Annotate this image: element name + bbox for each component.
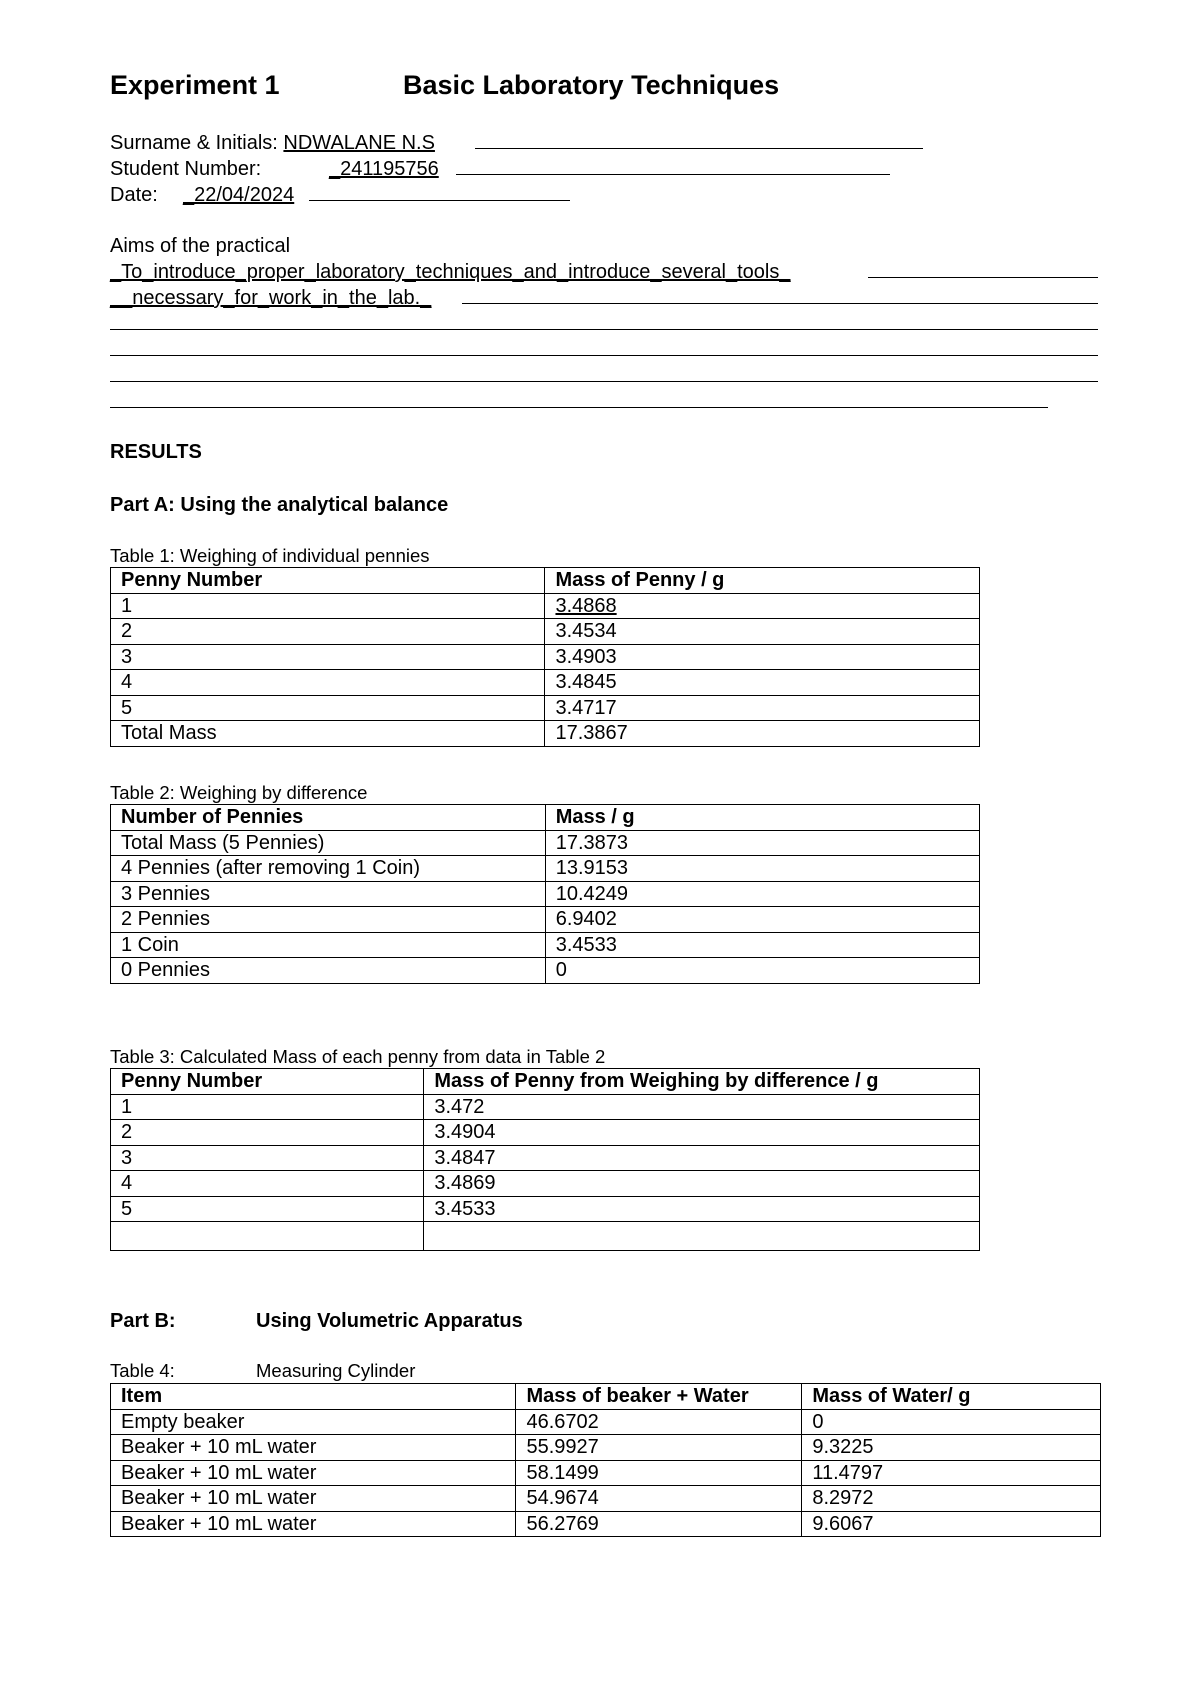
table-row (111, 1145, 980, 1171)
table-cell: 1 (111, 1094, 424, 1120)
table-cell: 3 Pennies (111, 881, 546, 907)
table-cell: 2 (111, 619, 545, 645)
table-cell: 9.6067 (802, 1511, 1101, 1537)
date-blank-line (309, 200, 570, 201)
table4-caption-title: Measuring Cylinder (256, 1360, 416, 1381)
table-cell: 10.4249 (545, 881, 979, 907)
table-cell: 9.3225 (802, 1435, 1101, 1461)
page-title: Basic Laboratory Techniques (403, 70, 780, 100)
table-cell: 3.4534 (545, 619, 980, 645)
aims-blank-3 (110, 329, 1098, 330)
table-cell: Total Mass (111, 721, 545, 747)
part-b-title: Using Volumetric Apparatus (256, 1310, 523, 1332)
table-header-cell: Mass of Penny / g (545, 568, 980, 594)
table2 (110, 804, 980, 984)
table-cell: 3.4869 (424, 1171, 980, 1197)
table-header-cell: Number of Pennies (111, 805, 546, 831)
table-cell: 58.1499 (516, 1460, 802, 1486)
table-cell: 3.4717 (545, 695, 980, 721)
surname-blank-line (475, 148, 923, 149)
table-header-cell: Mass of Penny from Weighing by difference / g (424, 1069, 980, 1095)
student-number-value: _241195756 (329, 158, 439, 180)
table-cell (424, 1222, 980, 1251)
table-cell: 4 Pennies (after removing 1 Coin) (111, 856, 546, 882)
table-cell: 13.9153 (545, 856, 979, 882)
part-a-heading: Part A: Using the analytical balance (110, 494, 449, 516)
table1 (110, 567, 980, 747)
table-row (111, 1435, 1101, 1461)
aims-blank-5 (110, 381, 1098, 382)
table-cell: 4 (111, 1171, 424, 1197)
table3 (110, 1068, 980, 1251)
aims-blank-1 (868, 277, 1098, 278)
table-cell (111, 1222, 424, 1251)
table-header-cell: Mass of Water/ g (802, 1384, 1101, 1410)
date-value: _22/04/2024 (183, 184, 295, 206)
table-cell: 0 (802, 1409, 1101, 1435)
surname-line (110, 130, 435, 156)
date-label: Date: (110, 184, 158, 206)
table-row (111, 1094, 980, 1120)
table-cell: 0 Pennies (111, 958, 546, 984)
table-row (111, 1196, 980, 1222)
table-row (111, 932, 980, 958)
table-cell: 3.4533 (424, 1196, 980, 1222)
table-cell: 2 (111, 1120, 424, 1146)
table-cell: Empty beaker (111, 1409, 516, 1435)
table-row (111, 619, 980, 645)
table-header-row (111, 805, 980, 831)
table-cell: 3.4868 (545, 593, 980, 619)
table-header-row (111, 1384, 1101, 1410)
part-b-label: Part B: (110, 1310, 176, 1332)
table1-caption: Table 1: Weighing of individual pennies (110, 545, 430, 566)
table-cell: 17.3873 (545, 830, 979, 856)
table-cell: 1 (111, 593, 545, 619)
table-row (111, 907, 980, 933)
table-row (111, 856, 980, 882)
aims-line-2: __necessary_for_work_in_the_lab._ (110, 287, 432, 309)
table-cell: 46.6702 (516, 1409, 802, 1435)
surname-label: Surname & Initials: (110, 132, 278, 154)
table-cell: 56.2769 (516, 1511, 802, 1537)
table-cell: Beaker + 10 mL water (111, 1435, 516, 1461)
table-cell: 11.4797 (802, 1460, 1101, 1486)
aims-blank-4 (110, 355, 1098, 356)
table-cell: 5 (111, 1196, 424, 1222)
aims-blank-6 (110, 407, 1048, 408)
table-header-cell: Mass of beaker + Water (516, 1384, 802, 1410)
aims-line-1: _To_introduce_proper_laboratory_techniques_and_introduce_several_tools_ (110, 261, 791, 283)
experiment-number: Experiment 1 (110, 70, 280, 100)
table-row (111, 593, 980, 619)
table-row (111, 1222, 980, 1251)
table-cell: 3.472 (424, 1094, 980, 1120)
table-cell: 3.4904 (424, 1120, 980, 1146)
table-row (111, 958, 980, 984)
table-row (111, 1486, 1101, 1512)
table-cell: Total Mass (5 Pennies) (111, 830, 546, 856)
table-cell: 3.4847 (424, 1145, 980, 1171)
table4-caption-label: Table 4: (110, 1360, 175, 1381)
table-cell: 6.9402 (545, 907, 979, 933)
aims-label: Aims of the practical (110, 235, 291, 257)
table-header-cell: Mass / g (545, 805, 979, 831)
table-header-cell: Item (111, 1384, 516, 1410)
table-cell: Beaker + 10 mL water (111, 1486, 516, 1512)
table-cell: 4 (111, 670, 545, 696)
table-cell: 3.4845 (545, 670, 980, 696)
results-heading: RESULTS (110, 441, 202, 463)
table-cell: 8.2972 (802, 1486, 1101, 1512)
table-header-cell: Penny Number (111, 1069, 424, 1095)
table-header-cell: Penny Number (111, 568, 545, 594)
table-cell: 54.9674 (516, 1486, 802, 1512)
aims-blank-2 (462, 303, 1098, 304)
table-row (111, 670, 980, 696)
table-row (111, 830, 980, 856)
table-row (111, 644, 980, 670)
table-cell: 3 (111, 644, 545, 670)
table4 (110, 1383, 1101, 1537)
table-cell: Beaker + 10 mL water (111, 1511, 516, 1537)
table-row (111, 721, 980, 747)
student-number-line (110, 156, 261, 182)
table-row (111, 1511, 1101, 1537)
table-row (111, 695, 980, 721)
table-row (111, 881, 980, 907)
table-cell: Beaker + 10 mL water (111, 1460, 516, 1486)
table-cell: 3.4903 (545, 644, 980, 670)
table-row (111, 1171, 980, 1197)
table-row (111, 1120, 980, 1146)
table-cell: 3.4533 (545, 932, 979, 958)
table-header-row (111, 1069, 980, 1095)
table-cell: 3 (111, 1145, 424, 1171)
table-row (111, 1460, 1101, 1486)
table2-caption: Table 2: Weighing by difference (110, 782, 368, 803)
table3-caption: Table 3: Calculated Mass of each penny from data in Table 2 (110, 1046, 606, 1067)
table-cell: 2 Pennies (111, 907, 546, 933)
table-cell: 5 (111, 695, 545, 721)
table-cell: 55.9927 (516, 1435, 802, 1461)
table-cell: 0 (545, 958, 979, 984)
table-cell: 1 Coin (111, 932, 546, 958)
student-number-label: Student Number: (110, 158, 262, 180)
table-header-row (111, 568, 980, 594)
table-row (111, 1409, 1101, 1435)
surname-value: NDWALANE N.S (283, 132, 435, 154)
table-cell: 17.3867 (545, 721, 980, 747)
student-number-blank-line (456, 174, 890, 175)
